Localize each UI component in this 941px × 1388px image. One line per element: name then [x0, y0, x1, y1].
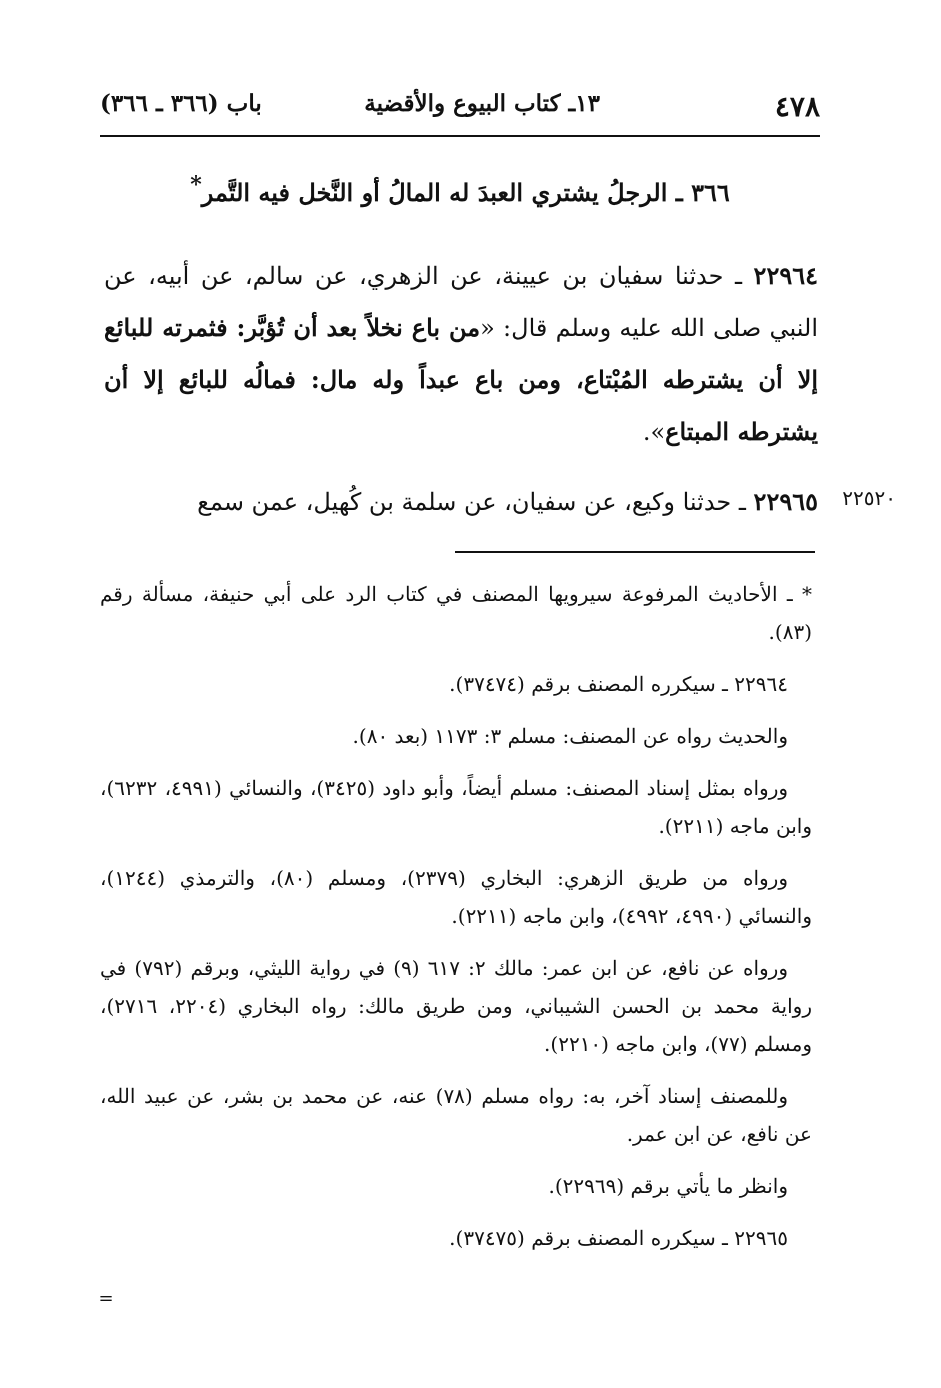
hadith-text: ـ حدثنا وكيع، عن سفيان، عن سلمة بن كُهيل، عمن سمع — [197, 488, 754, 516]
hadith-ending: ». — [642, 418, 666, 446]
footnote-22964-same-chain: ورواه بمثل إسناد المصنف: مسلم أيضاً، وأبو داود (٣٤٢٥)، والنسائي (٤٩٩١، ٦٢٣٢)، وابن ماجه (٢٢١١). — [100, 776, 812, 838]
hadith-matn: من باع نخلاً بعد أن تُؤبَّر: فثمرته للبائع إلا أن يشترطه المُبْتاع، ومن باع عبداً وله مال: فمالُه للبائع إلا أن يشترطه المبتاع — [104, 313, 818, 446]
footnote-22964-see-also: وانظر ما يأتي برقم (٢٢٩٦٩). — [548, 1174, 788, 1198]
footnote-22964-zuhri-route: ورواه من طريق الزهري: البخاري (٢٣٧٩)، ومسلم (٨٠)، والترمذي (١٢٤٤)، والنسائي (٤٩٩٠، ٤٩٩٢)، وابن ماجه (٢٢١١). — [100, 866, 812, 928]
hadith-number: ٢٢٩٦٥ — [753, 487, 818, 516]
margin-reference-number: ٢٢٥٢٠ — [842, 486, 896, 510]
chapter-range: باب (٣٦٦ ـ ٣٦٦) — [100, 90, 262, 117]
footnote-22965-repeat: ٢٢٩٦٥ ـ سيكرره المصنف برقم (٣٧٤٧٥). — [449, 1226, 788, 1250]
chapter-footnote-marker: * — [190, 172, 202, 198]
hadith-22965 — [104, 476, 818, 528]
footnote-22964-nafi-route: ورواه عن نافع، عن ابن عمر: مالك ٢: ٦١٧ (٩) في رواية الليثي، وبرقم (٧٩٢) في رواية محمد بن الحسن الشيباني، ومن طريق مالك: رواه البخاري (٢٢٠٤، ٢٧١٦)، ومسلم (٧٧)، وابن ماجه (٢٢١٠). — [100, 956, 812, 1056]
chapter-heading-text: ٣٦٦ ـ الرجلُ يشتري العبدَ له المالُ أو النَّخل فيه التَّمر — [201, 178, 730, 207]
header-divider — [100, 135, 820, 137]
footnote-22964-another-chain: وللمصنف إسناد آخر، به: رواه مسلم (٧٨) عنه، عن محمد بن بشر، عن عبيد الله، عن نافع، عن ابن عمر. — [100, 1084, 812, 1146]
book-title: ١٣ـ كتاب البيوع والأقضية — [364, 90, 600, 117]
page-header — [100, 86, 820, 126]
chapter-heading — [100, 172, 820, 207]
page-number: ٤٧٨ — [774, 90, 820, 123]
footnote-divider — [455, 551, 815, 553]
footnotes-section — [100, 575, 812, 1271]
hadith-chain: ـ حدثنا سفيان بن عيينة، عن الزهري، عن سالم، عن أبيه، عن النبي صلى الله عليه وسلم قال: « — [104, 262, 818, 342]
hadith-number: ٢٢٩٦٤ — [753, 261, 818, 290]
continuation-mark: = — [98, 1288, 114, 1309]
hadith-22964 — [104, 250, 818, 458]
footnote-chapter-note: * ـ الأحاديث المرفوعة سيرويها المصنف في كتاب الرد على أبي حنيفة، مسألة رقم (٨٣). — [100, 582, 812, 644]
footnote-22964-muslim: والحديث رواه عن المصنف: مسلم ٣: ١١٧٣ (بعد ٨٠). — [352, 724, 788, 748]
footnote-22964-repeat: ٢٢٩٦٤ ـ سيكرره المصنف برقم (٣٧٤٧٤). — [449, 672, 788, 696]
